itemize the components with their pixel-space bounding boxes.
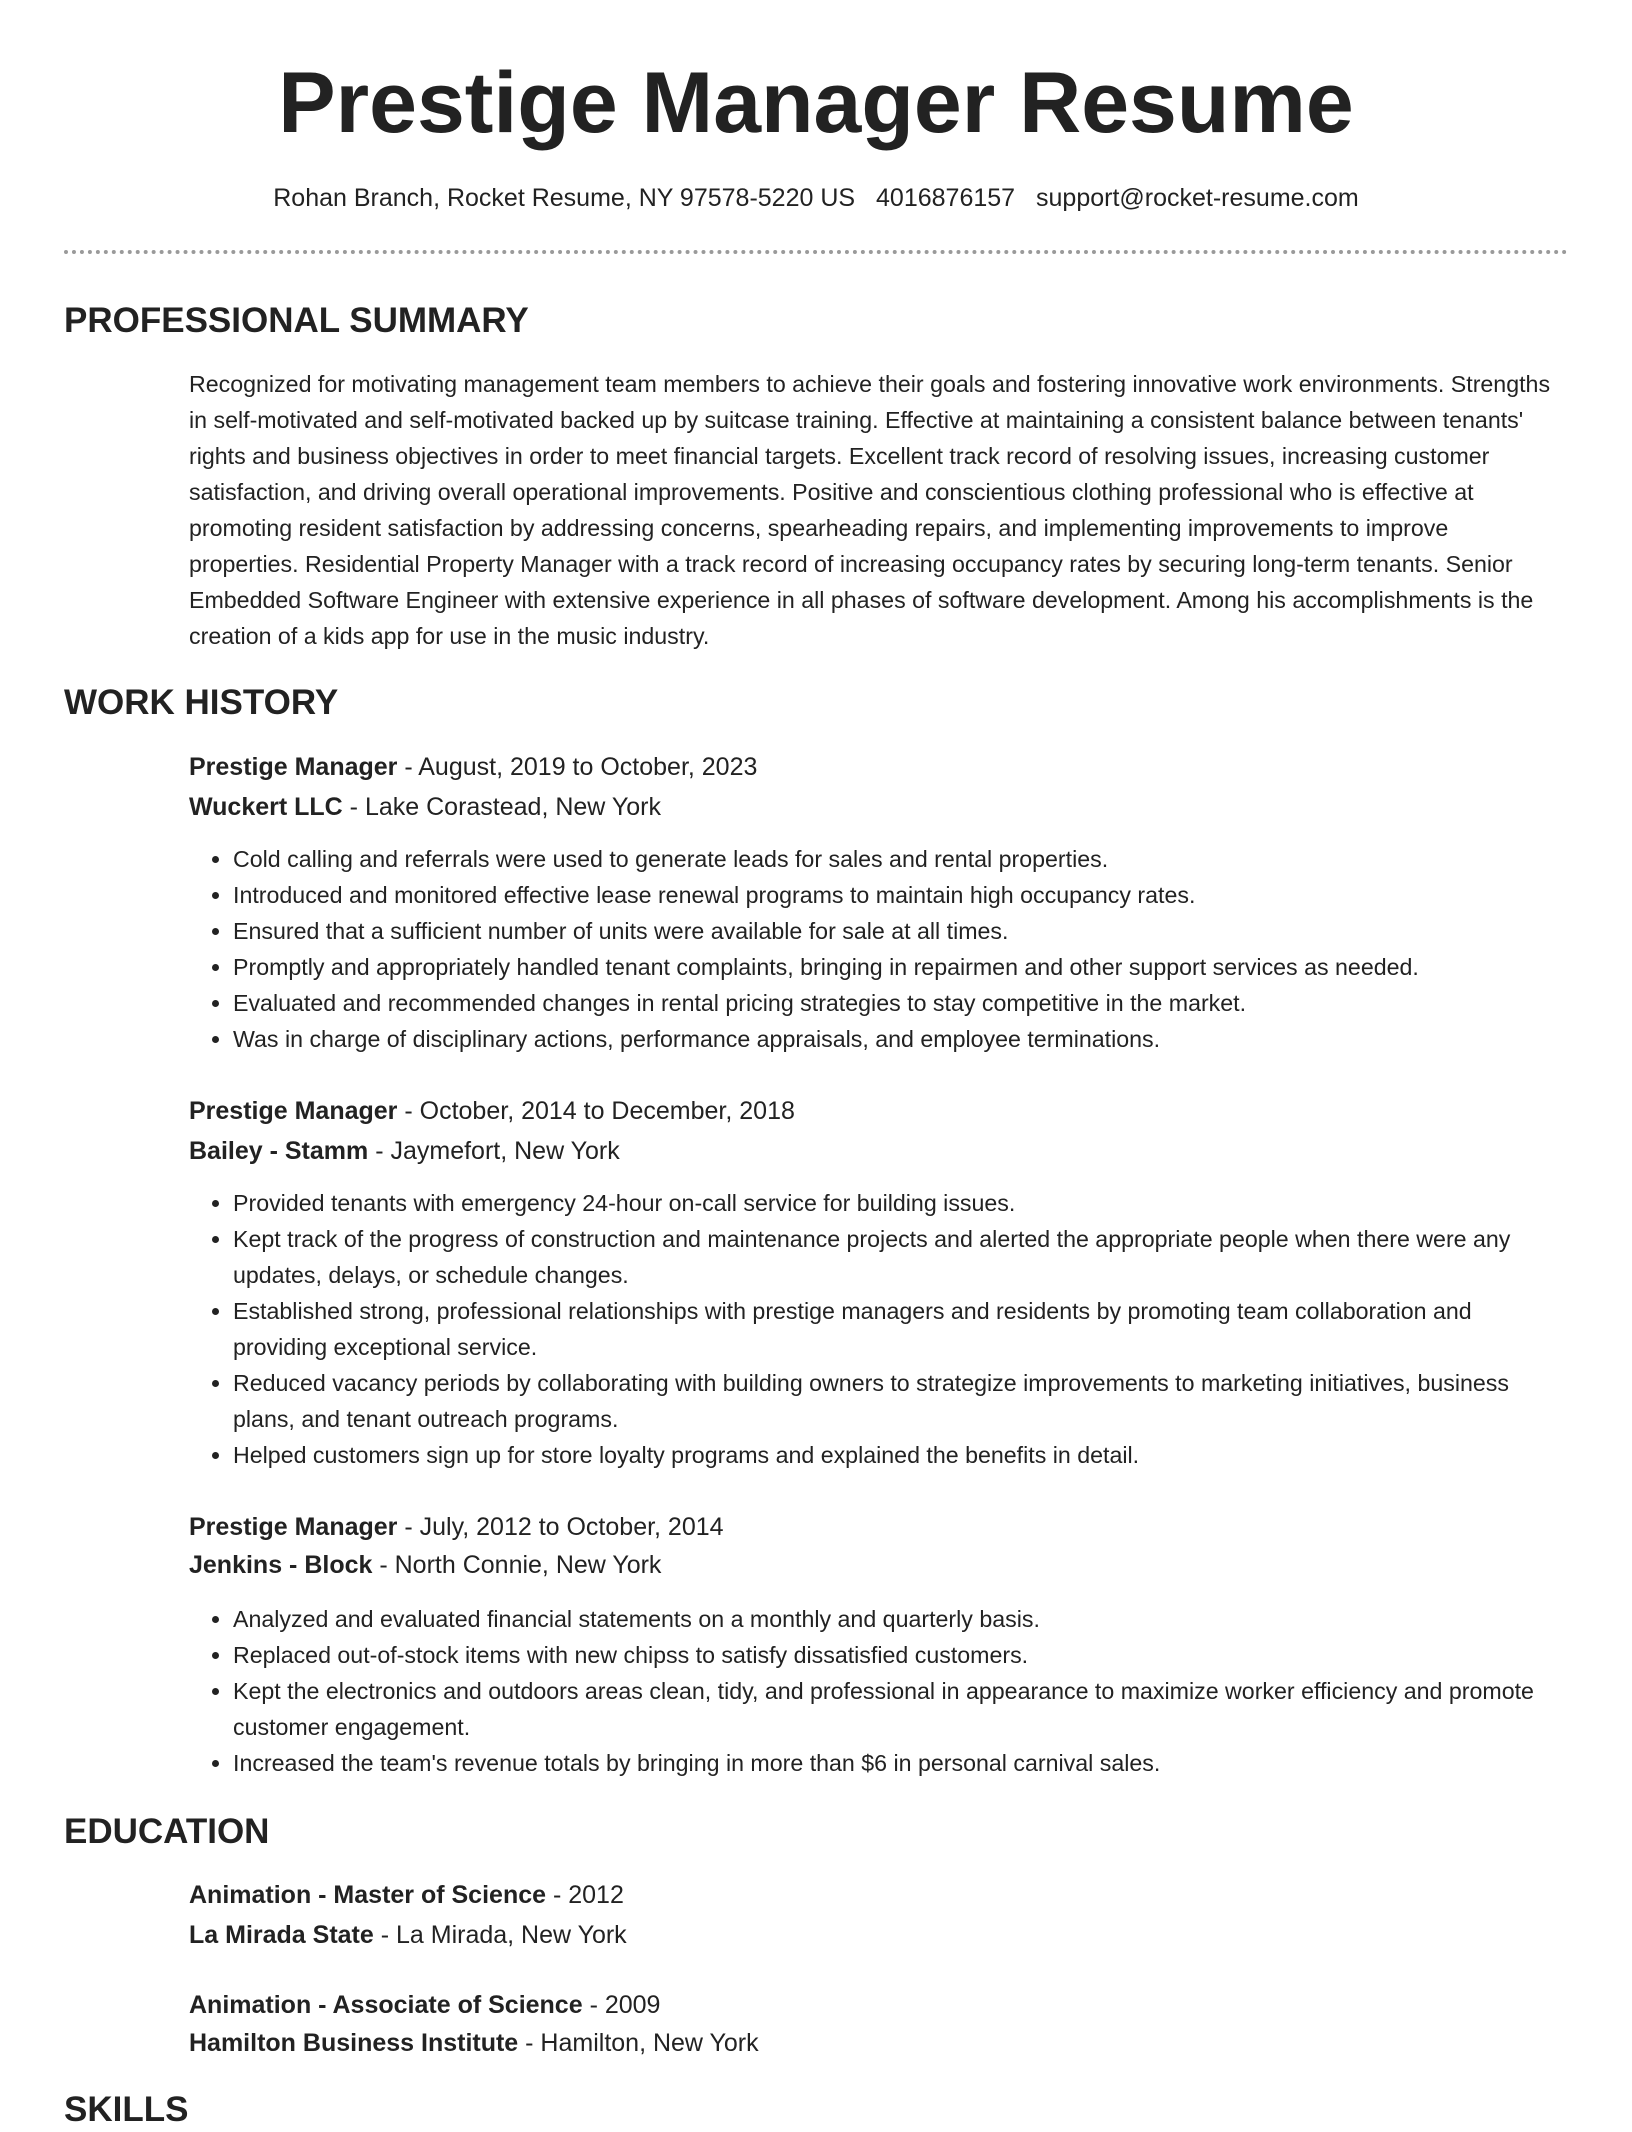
job-dates: - October, 2014 to December, 2018	[397, 1097, 795, 1125]
education-year: - 2012	[546, 1881, 624, 1909]
section-title-work-history: WORK HISTORY	[64, 683, 339, 722]
list-item: • Analyzed and evaluated financial statements on a monthly and quarterly basis.	[233, 1601, 1564, 1637]
list-item: • Established strong, professional relationships with prestige managers and residents by promoting team collaboration and providing exceptional service.	[233, 1293, 1564, 1365]
contact-email: support@rocket-resume.com	[1036, 184, 1359, 212]
job-role: Prestige Manager	[189, 1513, 398, 1541]
list-item: • Kept track of the progress of construction and maintenance projects and alerted the appropriate people when there were any updates, delays, or schedule changes.	[233, 1221, 1564, 1293]
education-degree: Animation - Master of Science	[189, 1881, 547, 1909]
job-location: - Lake Corastead, New York	[342, 793, 661, 821]
job-company-line	[189, 789, 661, 825]
list-item: • Reduced vacancy periods by collaborating with building owners to strategize improvements to marketing initiatives, business plans, and tenant outreach programs.	[233, 1365, 1564, 1437]
job-role: Prestige Manager	[189, 1097, 398, 1125]
job-company: Bailey - Stamm	[189, 1137, 369, 1165]
job-bullets	[189, 1601, 1564, 1781]
job-dates: - August, 2019 to October, 2023	[397, 753, 758, 781]
section-title-summary: PROFESSIONAL SUMMARY	[64, 301, 529, 340]
section-title-skills: SKILLS	[64, 2090, 189, 2129]
list-item: • Replaced out-of-stock items with new chipss to satisfy dissatisfied customers.	[233, 1637, 1564, 1673]
section-title-education: EDUCATION	[64, 1812, 270, 1851]
education-degree-line	[189, 1987, 660, 2023]
job-location: - Jaymefort, New York	[368, 1137, 620, 1165]
job-location: - North Connie, New York	[372, 1551, 662, 1579]
job-title-line	[189, 1509, 724, 1545]
list-item: • Promptly and appropriately handled tenant complaints, bringing in repairmen and other support services as needed.	[233, 949, 1564, 985]
list-item: • Introduced and monitored effective lease renewal programs to maintain high occupancy rates.	[233, 877, 1564, 913]
contact-address: Rohan Branch, Rocket Resume, NY 97578-5220 US	[273, 184, 856, 212]
education-school: La Mirada State	[189, 1921, 374, 1949]
job-title-line	[189, 749, 757, 785]
education-year: - 2009	[582, 1991, 661, 2019]
job-bullets	[189, 841, 1564, 1057]
job-company-line	[189, 1133, 620, 1169]
education-school: Hamilton Business Institute	[189, 2029, 519, 2057]
contact-line	[0, 182, 1632, 214]
education-location: - Hamilton, New York	[518, 2029, 759, 2057]
job-title-line	[189, 1093, 795, 1129]
job-company-line	[189, 1547, 661, 1583]
education-degree-line	[189, 1877, 624, 1913]
education-degree: Animation - Associate of Science	[189, 1991, 583, 2019]
summary-text: Recognized for motivating management team members to achieve their goals and fostering innovative work environments. Strengths in self-motivated and self-motivated backed up by suitcase training. Effective at maintaining a consistent balance between tenants' rights and business objectives in order to meet financial targets. Excellent track record of resolving issues, increasing customer satisfaction, and driving overall operational improvements. Positive and conscientious clothing professional who is effective at promoting resident satisfaction by addressing concerns, spearheading repairs, and implementing improvements to improve properties. Residential Property Manager with a track record of increasing occupancy rates by securing long-term tenants. Senior Embedded Software Engineer with extensive experience in all phases of software development. Among his accomplishments is the creation of a kids app for use in the music industry.	[189, 371, 1551, 649]
job-company: Jenkins - Block	[189, 1551, 373, 1579]
list-item: • Provided tenants with emergency 24-hour on-call service for building issues.	[233, 1185, 1564, 1221]
list-item: • Evaluated and recommended changes in rental pricing strategies to stay competitive in the market.	[233, 985, 1564, 1021]
list-item: • Increased the team's revenue totals by bringing in more than $6 in personal carnival sales.	[233, 1745, 1564, 1781]
education-school-line	[189, 2025, 759, 2061]
contact-phone: 4016876157	[876, 184, 1016, 212]
education-location: - La Mirada, New York	[373, 1921, 627, 1949]
list-item: • Was in charge of disciplinary actions, performance appraisals, and employee terminations.	[233, 1021, 1564, 1057]
job-dates: - July, 2012 to October, 2014	[397, 1513, 724, 1541]
resume-title: Prestige Manager Resume	[278, 55, 1354, 151]
job-company: Wuckert LLC	[189, 793, 343, 821]
header-divider	[64, 250, 1568, 254]
list-item: • Cold calling and referrals were used to generate leads for sales and rental properties.	[233, 841, 1564, 877]
list-item: • Kept the electronics and outdoors areas clean, tidy, and professional in appearance to maximize worker efficiency and promote customer engagement.	[233, 1673, 1564, 1745]
list-item: • Helped customers sign up for store loyalty programs and explained the benefits in detail.	[233, 1437, 1564, 1473]
list-item: • Ensured that a sufficient number of units were available for sale at all times.	[233, 913, 1564, 949]
job-role: Prestige Manager	[189, 753, 398, 781]
education-school-line	[189, 1917, 627, 1953]
job-bullets	[189, 1185, 1564, 1473]
